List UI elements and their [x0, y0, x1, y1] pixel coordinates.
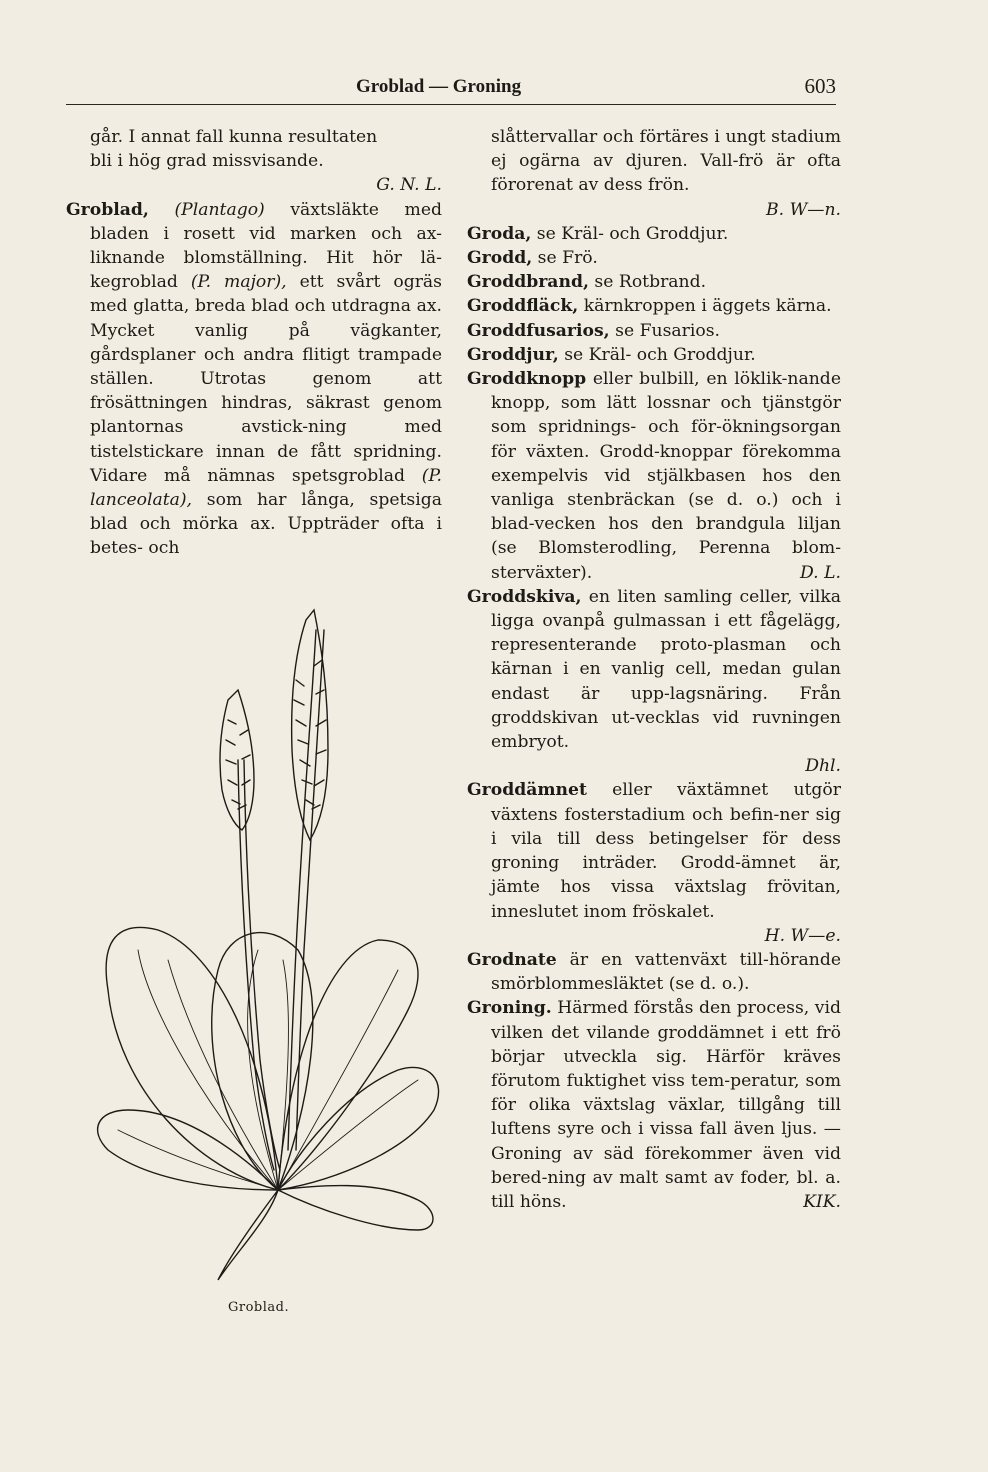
signature: B. W—n.: [766, 199, 841, 220]
entry-term: Groddskiva,: [467, 586, 582, 607]
entry-groda: Groda, se Kräl- och Groddjur.: [467, 223, 729, 244]
entry-groddflack: Groddfläck, kärnkroppen i äggets kärna.: [467, 296, 832, 317]
entry-term: Groddfusarios,: [467, 320, 610, 341]
signature: KIK.: [803, 1191, 841, 1212]
entry-grodnate: Grodnate är en vattenväxt till-hörande smörblommesläktet (se d. o.).: [467, 949, 841, 995]
signature: G. N. L.: [376, 175, 442, 196]
entry-groddbrand: Groddbrand, se Rotbrand.: [467, 272, 707, 293]
entry-groddfusarios: Groddfusarios, se Fusarios.: [467, 320, 720, 341]
header-rule: [66, 104, 836, 105]
page-number: 603: [804, 74, 836, 98]
continued-entry: slåttervallar och förtäres i ungt stadium ej ogärna av djuren. Vall-frö är ofta förorenat av dess frön.: [491, 127, 841, 196]
signature: D. L.: [800, 562, 841, 583]
signature: H. W—e.: [764, 925, 841, 946]
entry-groddamnet: Groddämnet eller växtämnet utgör växtens fosterstadium och befin-ner sig i vila till dess betingelser för dess groning inträder. Grodd-ämnet är, jämte hos vissa växtslag frövitan, inneslutet inom fröskalet.: [467, 780, 841, 922]
entry-groblad: Groblad, (Plantago) växtsläkte med bladen i rosett vid marken och ax-liknande blomställning. Hit hör lä-kegroblad (P. major), ett svårt ogräs med glatta, breda blad och utdragna ax. Mycket vanlig på vägkanter, gårdsplaner och andra flitigt trampade ställen. Utrotas genom att frösättningen hindras, säkrast genom plantornas avstick-ning med tistelstickare innan de fått spridning. Vidare må nämnas spetsgroblad (P. lanceolata), som har långa, spetsiga blad och mörka ax. Uppträder ofta i betes- och: [66, 199, 442, 559]
entry-term: Grodd,: [467, 248, 533, 269]
signature: Dhl.: [805, 756, 841, 777]
entry-term: Groddämnet: [467, 780, 587, 801]
entry-grodd: Grodd, se Frö.: [467, 248, 598, 269]
entry-groddknopp: Groddknopp eller bulbill, en löklik-nande knopp, som lätt lossnar och tjänstgör som spridnings- och för-ökningsorgan för växten. Grodd-knoppar förekomma exempelvis vid stjälkbasen hos den vanliga stenbräckan (se d. o.) och i blad-vecken hos den brandgula liljan (se Blomsterodling, Perenna blom-sterväxter). D. L.: [467, 367, 841, 585]
entry-groddjur: Groddjur, se Kräl- och Groddjur.: [467, 344, 756, 365]
carry-over-text: går. I annat fall kunna resultaten bli i hög grad missvisande.: [90, 127, 378, 172]
entry-term: Groddfläck,: [467, 296, 579, 317]
entry-groning: Groning. Härmed förstås den process, vid vilken det vilande groddämnet i ett frö börjar utveckla sig. Härför kräves förutom fuktighet viss tem-peratur, som för olika växtslag växlar, tillgång till luftens syre och i vissa fall även ljus. — Groning av säd förekommer även vid bered-ning av malt samt av foder, bl. a. till höns. KIK.: [467, 996, 841, 1214]
entry-term: Groblad,: [66, 199, 149, 220]
right-column: [467, 125, 841, 1214]
figure-caption: Groblad.: [228, 1300, 290, 1315]
entry-term: Grodnate: [467, 949, 557, 970]
entry-term: Groning.: [467, 998, 552, 1019]
running-header: [66, 74, 836, 104]
entry-term: Groddjur,: [467, 344, 559, 365]
entry-term: Groddknopp: [467, 369, 587, 390]
entry-groddskiva: Groddskiva, en liten samling celler, vilka ligga ovanpå gulmassan i ett fågelägg, representerande proto-plasman och kärnan i en vanlig cell, medan gulan endast är upp-lagsnäring. Från groddskivan ut-vecklas vid ruvningen embryot.: [467, 586, 841, 753]
entry-term: Groda,: [467, 223, 532, 244]
left-column: [66, 125, 442, 561]
header-title: Groblad — Groning: [356, 76, 522, 97]
plantain-illustration: [78, 590, 450, 1290]
entry-term: Groddbrand,: [467, 272, 589, 293]
